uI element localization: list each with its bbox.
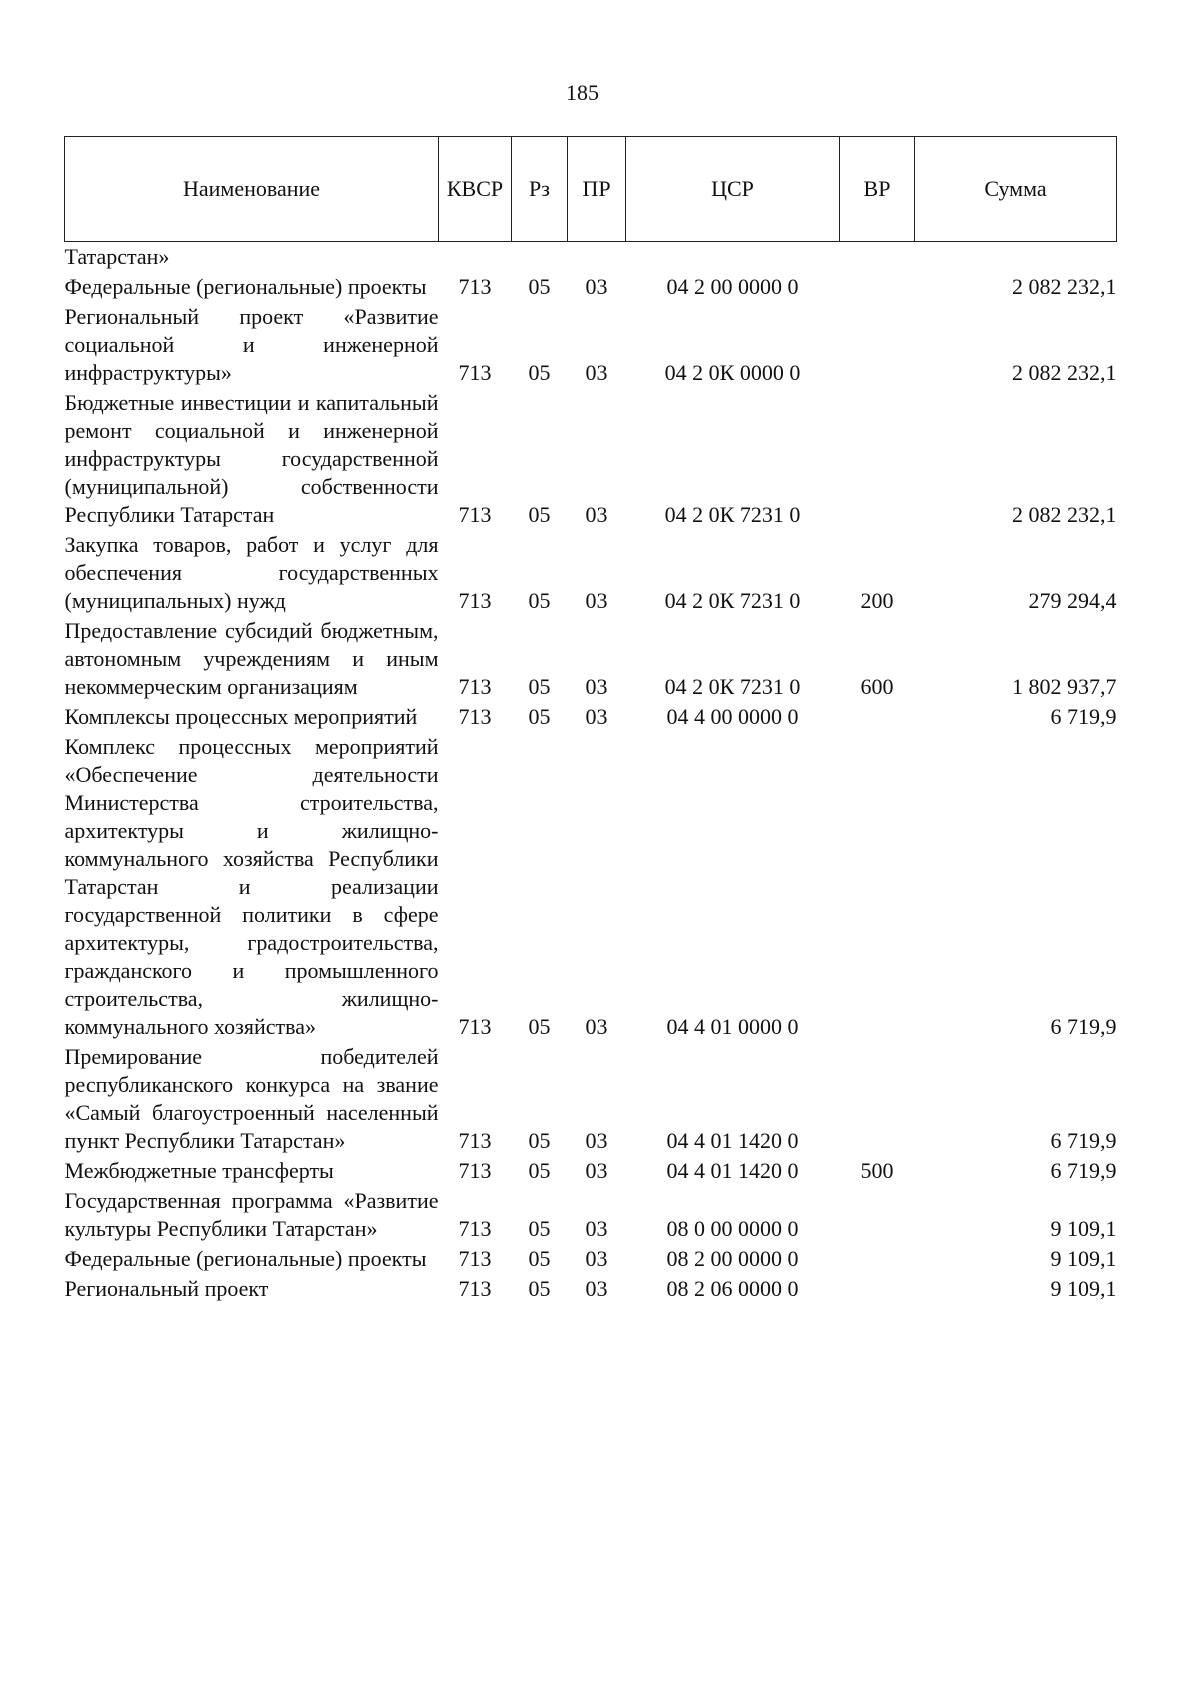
row-kvsr: 713 [458, 1276, 492, 1301]
row-csr: 04 2 0К 0000 0 [664, 360, 801, 385]
row-name: Региональный проект «Развитие социальной и инженерной инфраструктуры» [64, 304, 439, 385]
row-name: Федеральные (региональные) проекты [64, 274, 427, 299]
table-row [65, 388, 1117, 530]
header-vr: ВР [840, 137, 915, 242]
row-pr: 03 [585, 588, 608, 613]
table-row [65, 1244, 1117, 1274]
row-sum: 1 802 937,7 [1012, 674, 1117, 699]
table-row [65, 616, 1117, 702]
row-rz: 05 [528, 1128, 551, 1153]
table-row [65, 272, 1117, 302]
row-name: Межбюджетные трансферты [64, 1158, 334, 1183]
row-name: Государственная программа «Развитие культуры Республики Татарстан» [64, 1188, 439, 1241]
row-vr [840, 388, 915, 530]
row-csr: 04 2 0К 7231 0 [664, 674, 801, 699]
table-header [65, 137, 1117, 242]
row-kvsr: 713 [458, 1158, 492, 1183]
row-pr: 03 [585, 1128, 608, 1153]
row-vr [840, 732, 915, 1042]
row-sum: 2 082 232,1 [1012, 502, 1117, 527]
row-rz: 05 [528, 1276, 551, 1301]
header-rz: Рз [512, 137, 568, 242]
row-vr [840, 1274, 915, 1304]
row-csr: 04 2 0К 7231 0 [664, 588, 801, 613]
row-sum: 279 294,4 [1028, 588, 1117, 613]
row-pr: 03 [585, 704, 608, 729]
row-pr: 03 [585, 360, 608, 385]
row-vr [840, 1042, 915, 1156]
table-row [65, 702, 1117, 732]
row-sum [915, 242, 1117, 273]
row-name: Премирование победителей республиканского конкурса на звание «Самый благоустроенный населенный пункт Республики Татарстан» [64, 1044, 439, 1153]
row-pr: 03 [585, 1158, 608, 1183]
row-kvsr: 713 [458, 588, 492, 613]
row-pr: 03 [585, 674, 608, 699]
row-vr: 500 [860, 1158, 894, 1183]
row-pr: 03 [585, 502, 608, 527]
table-row [65, 530, 1117, 616]
row-kvsr: 713 [458, 360, 492, 385]
header-sum: Сумма [915, 137, 1117, 242]
row-sum: 9 109,1 [1050, 1276, 1117, 1301]
table-row [65, 1186, 1117, 1244]
row-rz: 05 [528, 1246, 551, 1271]
row-name: Закупка товаров, работ и услуг для обеспечения государственных (муниципальных) нужд [64, 532, 439, 613]
row-name: Федеральные (региональные) проекты [64, 1246, 427, 1271]
row-sum: 2 082 232,1 [1012, 274, 1117, 299]
row-rz: 05 [528, 588, 551, 613]
header-name: Наименование [65, 137, 439, 242]
row-name: Комплекс процессных мероприятий «Обеспечение деятельности Министерства строительства, архитектуры и жилищно-коммунального хозяйства Республики Татарстан и реализации государственной политики в сфере архитектуры, градостроительства, гражданского и промышленного строительства, жилищно-коммунального хозяйства» [64, 734, 439, 1039]
row-rz [512, 242, 568, 273]
row-name: Комплексы процессных мероприятий [64, 704, 418, 729]
page-number: 185 [566, 80, 599, 105]
row-rz: 05 [528, 274, 551, 299]
row-kvsr: 713 [458, 274, 492, 299]
table-row [65, 1274, 1117, 1304]
row-rz: 05 [528, 1014, 551, 1039]
row-kvsr: 713 [458, 674, 492, 699]
budget-table [64, 136, 1117, 1304]
table-row [65, 302, 1117, 388]
row-sum: 9 109,1 [1050, 1216, 1117, 1241]
row-csr: 08 2 00 0000 0 [666, 1246, 799, 1271]
row-rz: 05 [528, 674, 551, 699]
row-kvsr: 713 [458, 1128, 492, 1153]
row-sum: 9 109,1 [1050, 1246, 1117, 1271]
table-row [65, 1156, 1117, 1186]
row-csr: 04 4 01 1420 0 [666, 1158, 799, 1183]
row-kvsr: 713 [458, 1014, 492, 1039]
row-csr: 08 2 06 0000 0 [666, 1276, 799, 1301]
header-csr: ЦСР [626, 137, 840, 242]
row-rz: 05 [528, 1158, 551, 1183]
row-csr: 04 4 01 0000 0 [666, 1014, 799, 1039]
header-pr: ПР [568, 137, 626, 242]
row-sum: 6 719,9 [1050, 704, 1117, 729]
row-pr: 03 [585, 1216, 608, 1241]
row-csr [626, 242, 840, 273]
row-pr: 03 [585, 274, 608, 299]
row-rz: 05 [528, 704, 551, 729]
row-csr: 04 4 00 0000 0 [666, 704, 799, 729]
row-csr: 08 0 00 0000 0 [666, 1216, 799, 1241]
row-csr: 04 2 00 0000 0 [666, 274, 799, 299]
row-vr [840, 272, 915, 302]
row-csr: 04 2 0К 7231 0 [664, 502, 801, 527]
row-vr: 200 [860, 588, 894, 613]
row-name: Татарстан» [64, 244, 170, 269]
table-row [65, 732, 1117, 1042]
row-kvsr: 713 [458, 1246, 492, 1271]
row-name: Предоставление субсидий бюджетным, автономным учреждениям и иным некоммерческим организациям [64, 618, 439, 699]
row-vr [840, 702, 915, 732]
row-rz: 05 [528, 1216, 551, 1241]
row-vr [840, 302, 915, 388]
row-sum: 6 719,9 [1050, 1158, 1117, 1183]
row-vr [840, 1244, 915, 1274]
row-sum: 6 719,9 [1050, 1128, 1117, 1153]
row-name: Бюджетные инвестиции и капитальный ремонт социальной и инженерной инфраструктуры государственной (муниципальной) собственности Республики Татарстан [64, 390, 439, 527]
row-pr: 03 [585, 1246, 608, 1271]
row-sum: 2 082 232,1 [1012, 360, 1117, 385]
row-kvsr: 713 [458, 502, 492, 527]
row-vr [840, 1186, 915, 1244]
row-rz: 05 [528, 502, 551, 527]
row-csr: 04 4 01 1420 0 [666, 1128, 799, 1153]
row-name: Региональный проект [64, 1276, 269, 1301]
table-body [65, 242, 1117, 1305]
table-row [65, 242, 1117, 273]
row-kvsr [439, 242, 512, 273]
row-vr [840, 242, 915, 273]
table-row [65, 1042, 1117, 1156]
row-kvsr: 713 [458, 1216, 492, 1241]
header-kvsr: КВСР [439, 137, 512, 242]
row-sum: 6 719,9 [1050, 1014, 1117, 1039]
row-rz: 05 [528, 360, 551, 385]
row-kvsr: 713 [458, 704, 492, 729]
row-pr: 03 [585, 1014, 608, 1039]
row-pr: 03 [585, 1276, 608, 1301]
row-vr: 600 [860, 674, 894, 699]
row-pr [568, 242, 626, 273]
